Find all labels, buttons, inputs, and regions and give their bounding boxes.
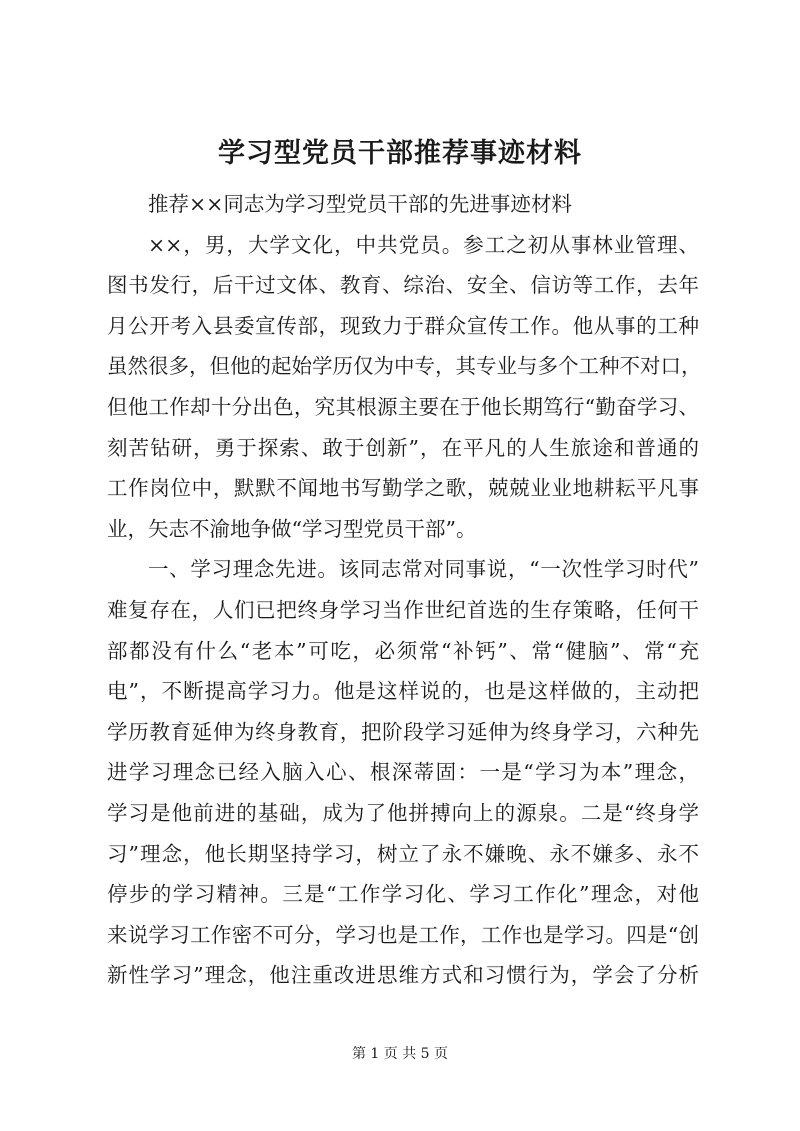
text-line: 难复存在，人们已把终身学习当作世纪首选的生存策略，任何干 (107, 597, 699, 622)
text-line: 停步的学习精神。三是“工作学习化、学习工作化”理念，对他 (107, 882, 699, 907)
document-body (107, 184, 702, 996)
text-line: 部都没有什么“老本”可吃，必须常“补钙”、常“健脑”、常“充 (107, 638, 699, 663)
text-line: 月公开考入县委宣传部，现致力于群众宣传工作。他从事的工种 (107, 313, 699, 338)
text-line: 刻苦钻研，勇于探索、敢于创新”，在平凡的人生旅途和普通的 (107, 435, 699, 460)
text-line: 进学习理念已经入脑入心、根深蒂固：一是“学习为本”理念， (107, 760, 699, 785)
paragraph-1 (107, 225, 702, 550)
text-line: 一、学习理念先进。该同志常对同事说，“一次性学习时代” (148, 557, 699, 582)
text-line: 图书发行，后干过文体、教育、综治、安全、信访等工作，去年 (107, 273, 699, 298)
text-line: 虽然很多，但他的起始学历仅为中专，其专业与多个工种不对口， (107, 354, 702, 379)
document-title: 学习型党员干部推荐事迹材料 (218, 138, 582, 169)
text-line: ××，男，大学文化，中共党员。参工之初从事林业管理、 (148, 232, 699, 257)
text-line: 学习是他前进的基础，成为了他拼搏向上的源泉。二是“终身学 (107, 800, 699, 825)
text-line: 电”，不断提高学习力。他是这样说的，也是这样做的，主动把 (107, 679, 699, 704)
text-line: 业，矢志不渝地争做“学习型党员干部”。 (107, 516, 477, 541)
text-line: 但他工作却十分出色，究其根源主要在于他长期笃行“勤奋学习、 (107, 394, 699, 419)
text-line: 来说学习工作密不可分，学习也是工作，工作也是学习。四是“创 (107, 922, 699, 947)
paragraph-2 (107, 549, 699, 996)
text-line: 习”理念，他长期坚持学习，树立了永不嫌晚、永不嫌多、永不 (107, 841, 699, 866)
text-line: 工作岗位中，默默不闻地书写勤学之歌，兢兢业业地耕耘平凡事 (107, 476, 699, 501)
page-footer: 第 1 页 共 5 页 (351, 1046, 449, 1062)
document-subtitle: 推荐××同志为学习型党员干部的先进事迹材料 (148, 192, 572, 216)
text-line: 学历教育延伸为终身教育，把阶段学习延伸为终身学习，六种先 (107, 719, 699, 744)
text-line: 新性学习”理念，他注重改进思维方式和习惯行为，学会了分析 (107, 963, 699, 988)
